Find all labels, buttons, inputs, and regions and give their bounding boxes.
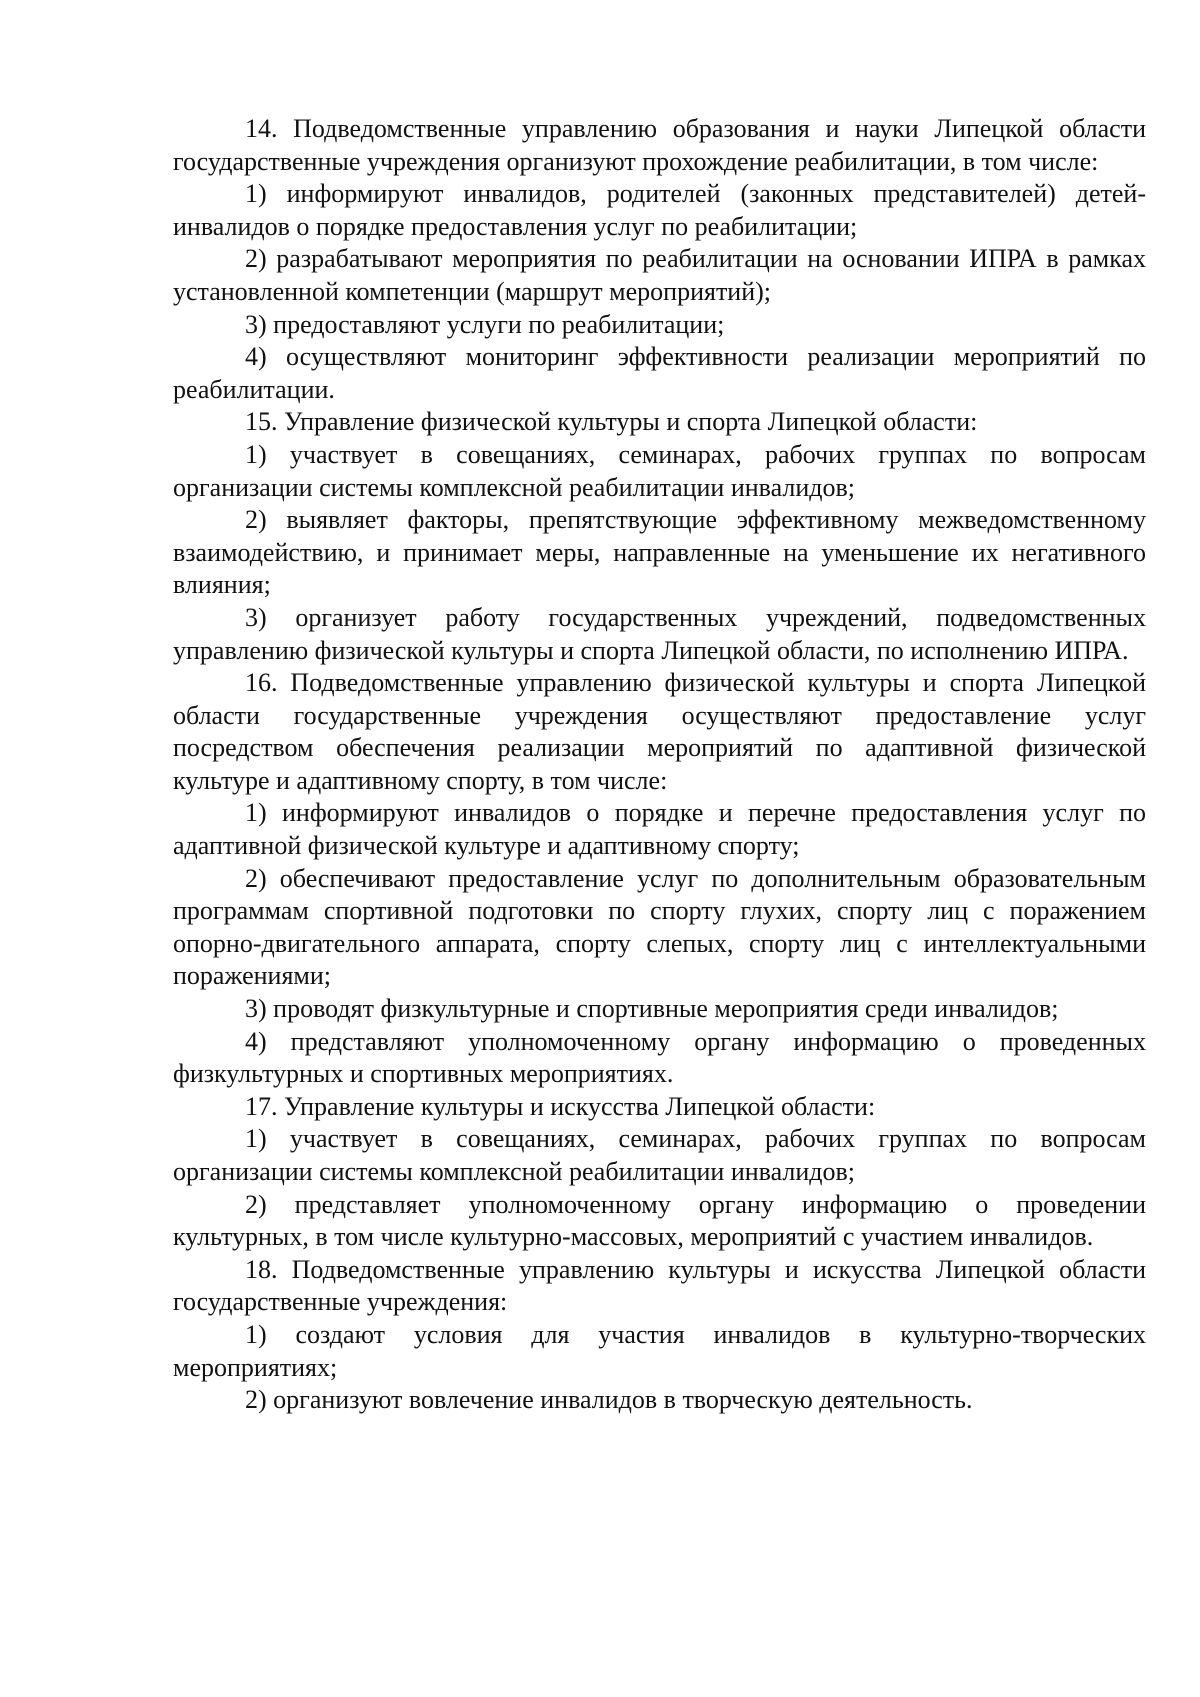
paragraph-18: 18. Подведомственные управлению культуры и искусства Липецкой области государственные учреждения: [173,1254,1146,1317]
paragraph-16: 16. Подведомственные управлению физической культуры и спорта Липецкой области государственные учреждения осуществляют предоставление услуг посредством обеспечения реализации мероприятий по адаптивной физической культуре и адаптивному спорту, в том числе: [173,668,1146,795]
paragraph-14-item-1: 1) информируют инвалидов, родителей (законных представителей) детей-инвалидов о порядке предоставления услуг по реабилитации; [173,179,1146,241]
paragraph-14: 14. Подведомственные управлению образования и науки Липецкой области государственные учреждения организуют прохождение реабилитации, в том числе: [173,114,1146,176]
document-body [173,113,1146,1417]
paragraph-17-item-1: 1) участвует в совещаниях, семинарах, рабочих группах по вопросам организации системы комплексной реабилитации инвалидов; [173,1124,1146,1186]
paragraph-18-item-1: 1) создают условия для участия инвалидов в культурно-творческих мероприятиях; [173,1319,1146,1382]
paragraph-14-item-2: 2) разрабатывают мероприятия по реабилитации на основании ИПРА в рамках установленной компетенции (маршрут мероприятий); [173,244,1146,306]
paragraph-14-item-4: 4) осуществляют мониторинг эффективности реализации мероприятий по реабилитации. [173,342,1146,404]
paragraph-16-item-3: 3) проводят физкультурные и спортивные мероприятия среди инвалидов; [245,994,1059,1024]
paragraph-16-item-2: 2) обеспечивают предоставление услуг по дополнительным образовательным программам спортивной подготовки по спорту глухих, спорту лиц с поражением опорно-двигательного аппарата, спорту слепых, спорту лиц с интеллектуальными поражениями; [173,863,1146,991]
paragraph-17: 17. Управление культуры и искусства Липецкой области: [245,1091,876,1121]
paragraph-16-item-4: 4) представляют уполномоченному органу информацию о проведенных физкультурных и спортивных мероприятиях. [173,1026,1146,1089]
paragraph-15-item-2: 2) выявляет факторы, препятствующие эффективному межведомственному взаимодействию, и принимает меры, направленные на уменьшение их негативного влияния; [173,505,1146,600]
paragraph-17-item-2: 2) представляет уполномоченному органу информацию о проведении культурных, в том числе культурно-массовых, мероприятий с участием инвалидов. [173,1189,1146,1252]
paragraph-15-item-1: 1) участвует в совещаниях, семинарах, рабочих группах по вопросам организации системы комплексной реабилитации инвалидов; [173,439,1146,502]
paragraph-18-item-2: 2) организуют вовлечение инвалидов в творческую деятельность. [245,1385,973,1415]
paragraph-15: 15. Управление физической культуры и спорта Липецкой области: [245,407,978,437]
paragraph-16-item-1: 1) информируют инвалидов о порядке и перечне предоставления услуг по адаптивной физической культуре и адаптивному спорту; [173,798,1146,861]
paragraph-14-item-3: 3) предоставляют услуги по реабилитации; [245,309,725,339]
paragraph-15-item-3: 3) организует работу государственных учреждений, подведомственных управлению физической культуры и спорта Липецкой области, по исполнению ИПРА. [173,602,1146,665]
